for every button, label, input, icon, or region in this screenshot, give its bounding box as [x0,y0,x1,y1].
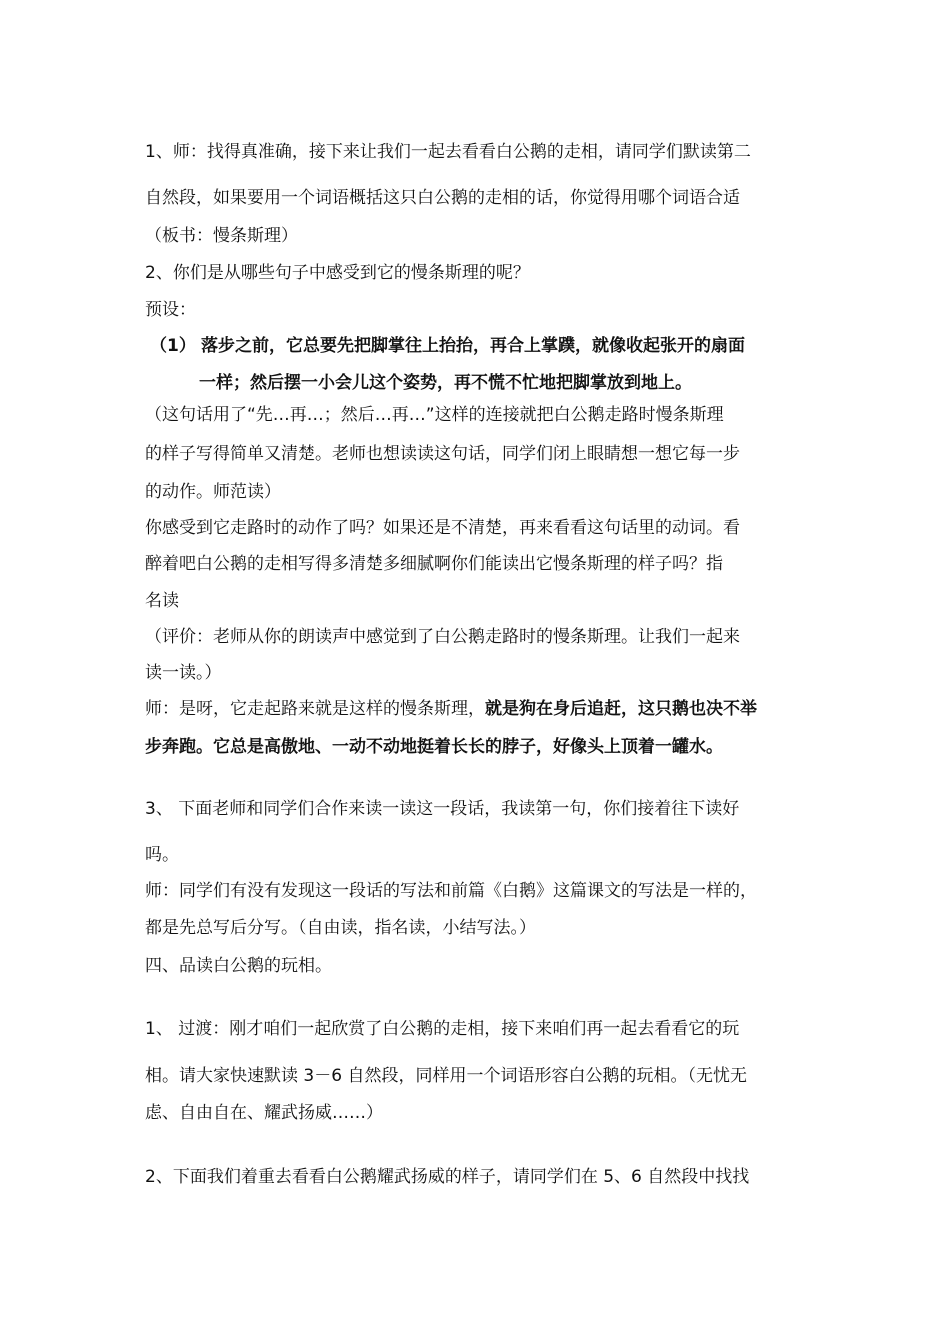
paragraph-3-line-2: 醉着吧白公鹅的走相写得多清楚多细腻啊你们能读出它慢条斯理的样子吗？指 [145,554,723,574]
evaluation-line-1: （评价：老师从你的朗读声中感觉到了白公鹅走路时的慢条斯理。让我们一起来 [145,627,740,647]
paragraph-5-line-1: 1、 过渡：刚才咱们一起欣赏了白公鹅的走相，接下来咱们再一起去看看它的玩 [145,1019,740,1039]
paragraph-1-line-3: （板书：慢条斯理） [145,226,298,246]
quote-1-line-2: 一样；然后摆一小会儿这个姿势，再不慌不忙地把脚掌放到地上。 [199,373,692,393]
teacher-line-2: 步奔跑。它总是高傲地、一动不动地挺着长长的脖子，好像头上顶着一罐水。 [145,737,723,757]
preset-label: 预设： [145,300,196,320]
paragraph-4-line-1: 3、 下面老师和同学们合作来读一读这一段话，我读第一句，你们接着往下读好 [145,799,740,819]
section-4-heading: 四、品读白公鹅的玩相。 [145,956,332,976]
paragraph-4-line-2: 吗。 [145,845,179,865]
teacher-2-line-1: 师：同学们有没有发现这一段话的写法和前篇《白鹅》这篇课文的写法是一样的， [145,881,757,901]
note-1-line-1: （这句话用了“先…再…；然后…再…”这样的连接就把白公鹅走路时慢条斯理 [145,405,724,425]
paragraph-5-line-2: 相。请大家快速默读 3－6 自然段，同样用一个词语形容白公鹅的玩相。（无忧无 [145,1066,747,1086]
teacher-line-1 [145,697,757,721]
paragraph-3-line-3: 名读 [145,591,179,611]
teacher-line-1-bold: 就是狗在身后追赶，这只鹅也决不举 [485,699,757,719]
paragraph-1-line-2: 自然段，如果要用一个词语概括这只白公鹅的走相的话，你觉得用哪个词语合适 [145,188,740,208]
paragraph-1-line-1: 1、师：找得真准确，接下来让我们一起去看看白公鹅的走相，请同学们默读第二 [145,142,751,162]
paragraph-6-line-1: 2、下面我们着重去看看白公鹅耀武扬威的样子，请同学们在 5、6 自然段中找找 [145,1167,750,1187]
note-1-line-3: 的动作。师范读） [145,482,281,502]
question-2-line: 2、你们是从哪些句子中感受到它的慢条斯理的呢？ [145,263,530,283]
note-1-line-2: 的样子写得简单又清楚。老师也想读读这句话，同学们闭上眼睛想一想它每一步 [145,444,740,464]
teacher-2-line-2: 都是先总写后分写。（自由读，指名读，小结写法。） [145,918,536,938]
quote-1-line-1: 落步之前，它总要先把脚掌往上抬抬，再合上掌蹼，就像收起张开的扇面 [201,336,745,356]
teacher-line-1-normal: 师：是呀，它走起路来就是这样的慢条斯理， [145,699,485,719]
quote-1-number: （1） [150,336,196,356]
evaluation-line-2: 读一读。） [145,663,222,683]
paragraph-5-line-3: 虑、自由自在、耀武扬威……） [145,1103,383,1123]
paragraph-3-line-1: 你感受到它走路时的动作了吗？如果还是不清楚，再来看看这句话里的动词。看 [145,518,740,538]
